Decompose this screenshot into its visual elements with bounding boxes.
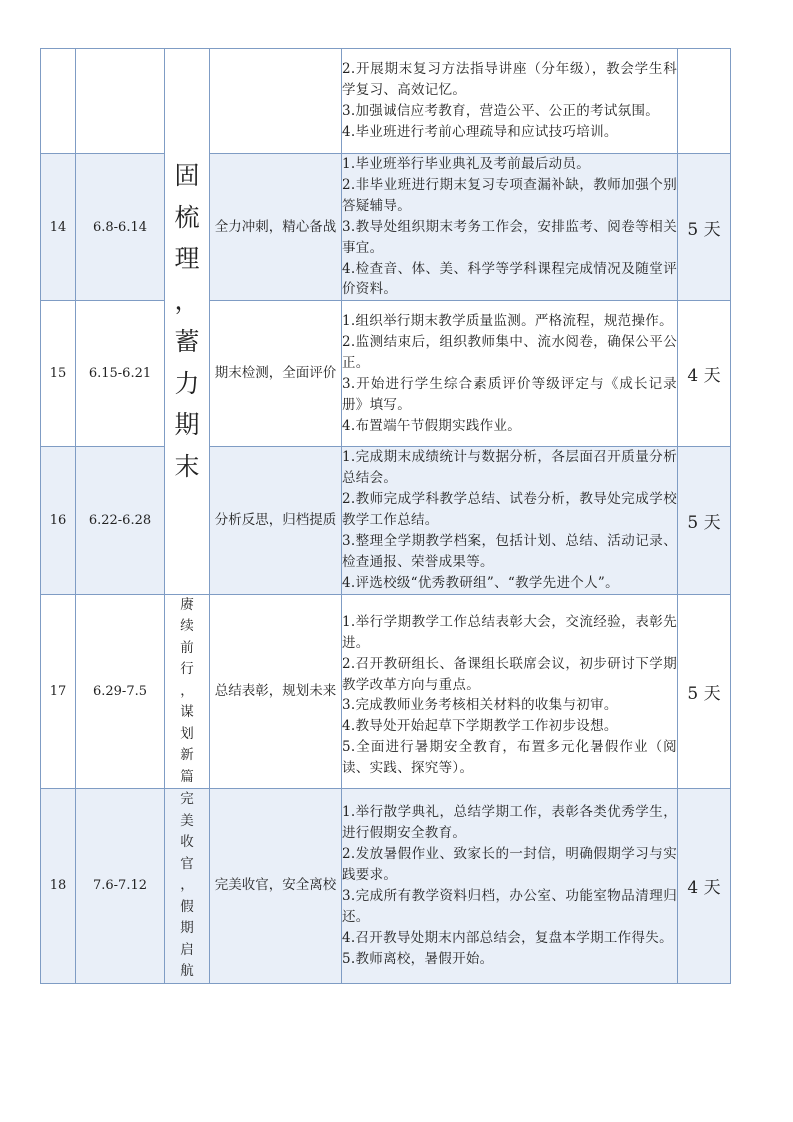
detail-line: 5.教师离校，暑假开始。	[342, 950, 494, 967]
focus-cell: 完美收官，安全离校	[210, 789, 342, 984]
phase-theme-char: 梳	[174, 202, 200, 232]
date-cell: 7.6-7.12	[76, 789, 165, 984]
phase-theme-char: ，	[174, 285, 200, 315]
phase-theme-char: 谋	[180, 704, 194, 721]
week-cell: 15	[41, 301, 76, 447]
phase-theme-char: 官	[180, 855, 194, 872]
schedule-table	[40, 48, 731, 984]
detail-cell	[342, 154, 678, 301]
phase-theme-char: 启	[180, 941, 194, 958]
phase-theme-char: 收	[180, 834, 194, 851]
phase-theme-char: 篇	[180, 768, 194, 785]
detail-line: 5.全面进行暑期安全教育，布置多元化暑假作业（阅读、实践、探究等）。	[342, 739, 677, 777]
detail-line: 4.召开教导处期末内部总结会，复盘本学期工作得失。	[342, 929, 673, 946]
focus-cell: 总结表彰，规划未来	[210, 594, 342, 789]
table-row	[41, 301, 731, 447]
table-row	[41, 154, 731, 301]
table-row-continued	[41, 49, 731, 154]
table-row	[41, 594, 731, 789]
detail-line: 3.完成教师业务考核相关材料的收集与初审。	[342, 697, 618, 714]
week-cell: 18	[41, 789, 76, 984]
detail-cell	[342, 789, 678, 984]
phase-theme-char: 续	[180, 618, 194, 635]
phase-theme-char: ，	[180, 682, 194, 699]
phase-theme-char: 航	[180, 963, 194, 980]
detail-line: 4.评选校级“优秀教研组”、“教学先进个人”。	[342, 574, 619, 591]
table-row	[41, 447, 731, 594]
date-cell: 6.8-6.14	[76, 154, 165, 301]
phase-theme-char: 期	[180, 920, 194, 937]
days-cell: 4 天	[678, 301, 731, 447]
days-cell: 5 天	[678, 447, 731, 594]
detail-line: 1.举行散学典礼，总结学期工作，表彰各类优秀学生，进行假期安全教育。	[342, 804, 677, 842]
detail-line: 1.完成期末成绩统计与数据分析，各层面召开质量分析总结会。	[342, 449, 677, 487]
phase-theme-cell	[165, 594, 210, 789]
detail-cell	[342, 301, 678, 447]
detail-line: 3.加强诚信应考教育，营造公平、公正的考试氛围。	[342, 103, 660, 119]
detail-line: 3.教导处组织期末考务工作会，安排监考、阅卷等相关事宜。	[342, 218, 677, 256]
detail-line: 1.举行学期教学工作总结表彰大会，交流经验，表彰先进。	[342, 613, 677, 651]
days-cell: 4 天	[678, 789, 731, 984]
detail-cell	[342, 49, 678, 154]
date-cell: 6.22-6.28	[76, 447, 165, 594]
detail-line: 3.完成所有教学资料归档，办公室、功能室物品清理归还。	[342, 887, 677, 925]
week-cell	[41, 49, 76, 154]
focus-cell: 期末检测，全面评价	[210, 301, 342, 447]
detail-line: 4.毕业班进行考前心理疏导和应试技巧培训。	[342, 123, 618, 140]
phase-theme-char: 末	[174, 451, 200, 481]
phase-theme-char: 完	[180, 791, 194, 808]
detail-line: 1.毕业班举行毕业典礼及考前最后动员。	[342, 156, 591, 172]
phase-theme-char: 理	[174, 244, 200, 274]
date-cell	[76, 49, 165, 154]
week-cell: 14	[41, 154, 76, 301]
phase-theme-char: 假	[180, 898, 194, 915]
focus-cell	[210, 49, 342, 154]
phase-theme-char: 新	[180, 747, 194, 764]
detail-cell	[342, 594, 678, 789]
week-cell: 16	[41, 447, 76, 594]
detail-line: 1.组织举行期末教学质量监测。严格流程，规范操作。	[342, 313, 673, 330]
week-cell: 17	[41, 594, 76, 789]
phase-theme-char: ，	[180, 877, 194, 894]
detail-line: 3.整理全学期教学档案，包括计划、总结、活动记录、检查通报、荣誉成果等。	[342, 532, 677, 570]
phase-theme-char: 固	[174, 161, 200, 191]
phase-theme-char: 美	[180, 812, 194, 829]
days-cell	[678, 49, 731, 154]
detail-line: 2.监测结束后，组织教师集中、流水阅卷，确保公平公正。	[342, 334, 677, 371]
detail-line: 4.布置端午节假期实践作业。	[342, 417, 522, 434]
focus-cell: 分析反思，归档提质	[210, 447, 342, 594]
detail-line: 4.教导处开始起草下学期教学工作初步设想。	[342, 718, 618, 735]
phase-theme-cell	[165, 49, 210, 595]
days-cell: 5 天	[678, 154, 731, 301]
phase-theme-char: 行	[180, 661, 194, 678]
date-cell: 6.29-7.5	[76, 594, 165, 789]
detail-line: 2.召开教研组长、备课组长联席会议，初步研讨下学期教学改革方向与重点。	[342, 655, 677, 693]
detail-line: 4.检查音、体、美、科学等学科课程完成情况及随堂评价资料。	[342, 260, 677, 298]
days-cell: 5 天	[678, 594, 731, 789]
detail-cell	[342, 447, 678, 594]
detail-line: 2.开展期末复习方法指导讲座（分年级），教会学生科学复习、高效记忆。	[342, 61, 677, 99]
phase-theme-char: 期	[174, 410, 200, 440]
phase-theme-char: 赓	[180, 596, 194, 613]
phase-theme-char: 划	[180, 725, 194, 742]
phase-theme-cell	[165, 789, 210, 984]
detail-line: 2.教师完成学科教学总结、试卷分析，教导处完成学校教学工作总结。	[342, 491, 677, 529]
table-row	[41, 789, 731, 984]
phase-theme-char: 前	[180, 639, 194, 656]
detail-line: 3.开始进行学生综合素质评价等级评定与《成长记录册》填写。	[342, 375, 677, 413]
focus-cell: 全力冲刺，精心备战	[210, 154, 342, 301]
date-cell: 6.15-6.21	[76, 301, 165, 447]
phase-theme-char: 力	[174, 368, 200, 398]
detail-line: 2.非毕业班进行期末复习专项查漏补缺，教师加强个别答疑辅导。	[342, 176, 677, 214]
phase-theme-char: 蓄	[174, 327, 200, 357]
detail-line: 2.发放暑假作业、致家长的一封信，明确假期学习与实践要求。	[342, 846, 677, 884]
